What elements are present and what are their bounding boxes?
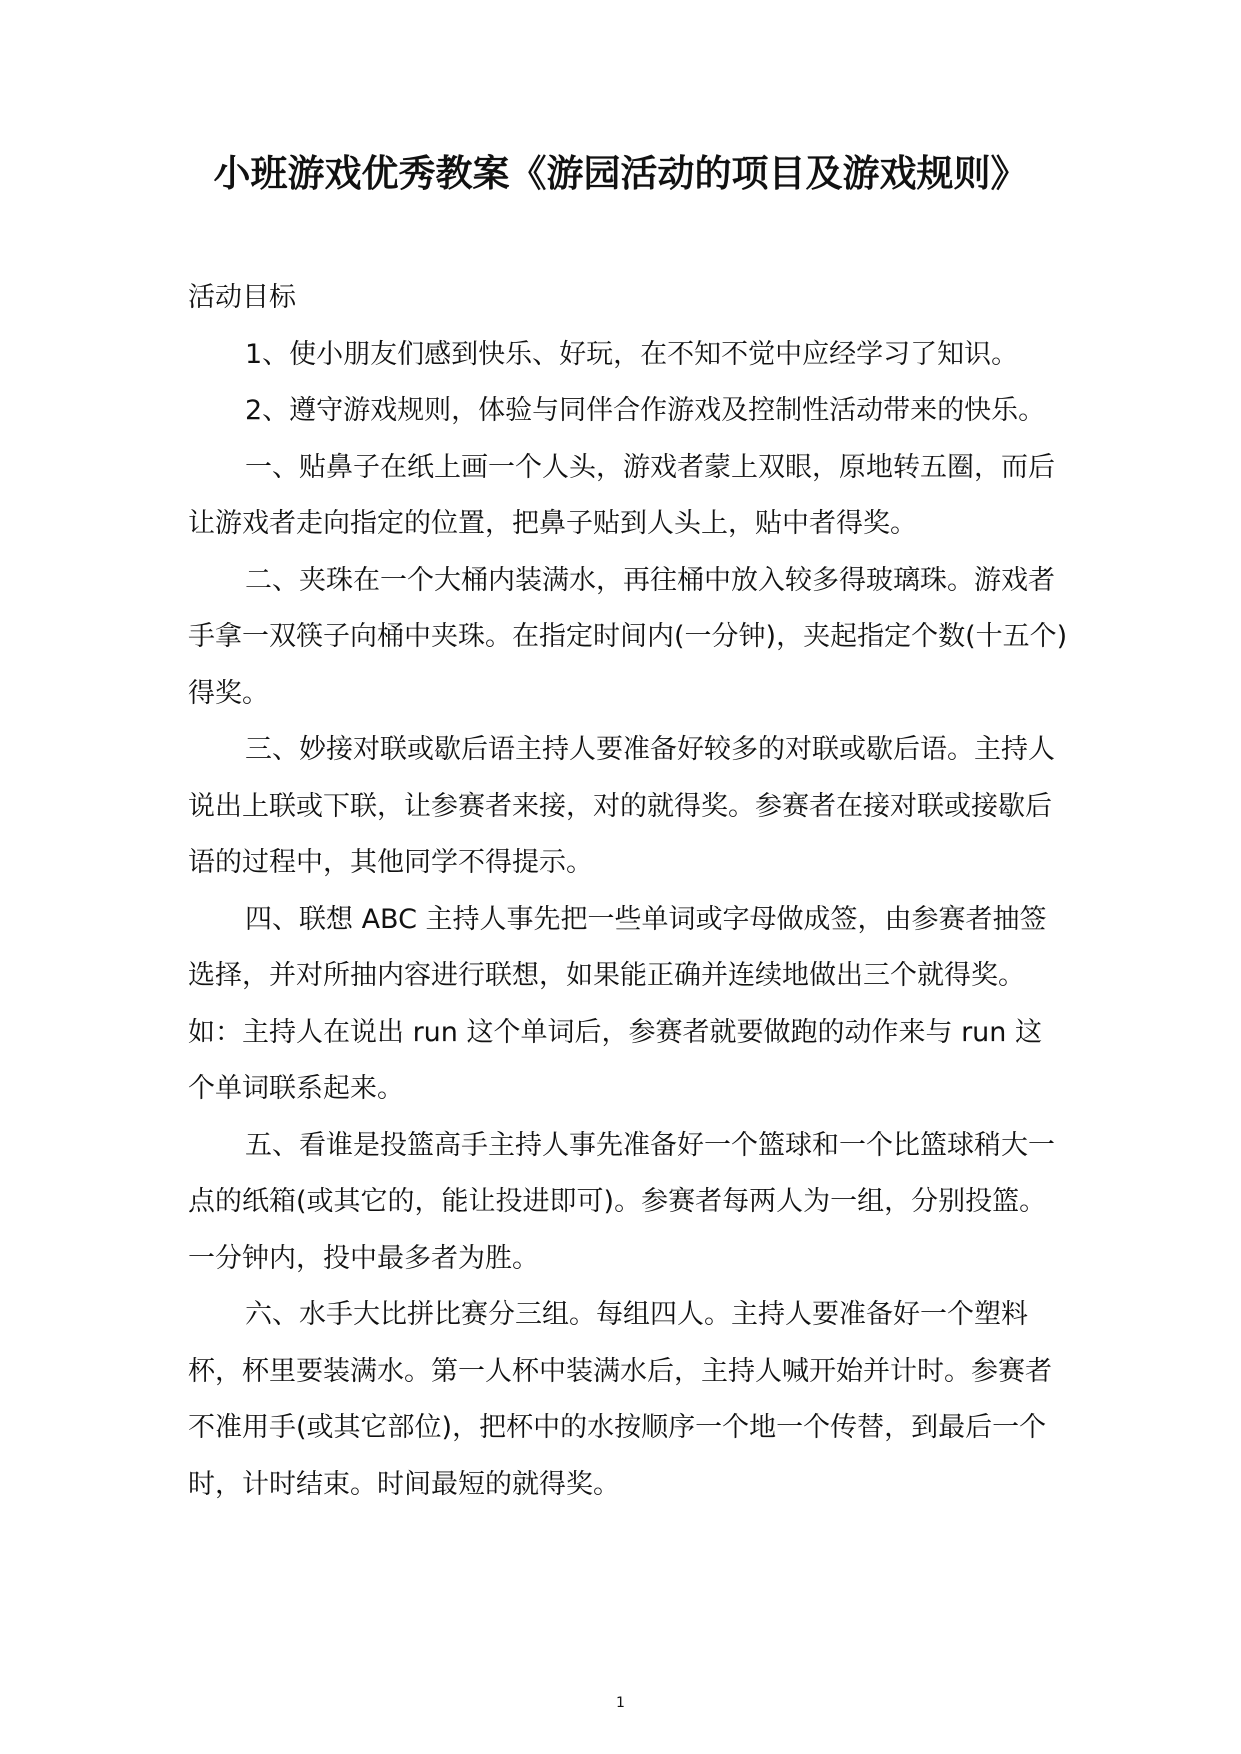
section-heading: 活动目标 <box>188 282 296 313</box>
paragraph-game-5-basketball: 五、看谁是投篮高手主持人事先准备好一个篮球和一个比篮球稍大一点的纸箱(或其它的，能让投进即可)。参赛者每两人为一组，分别投篮。一分钟内，投中最多者为胜。 <box>188 1129 1055 1274</box>
paragraph-game-4-abc: 四、联想 ABC 主持人事先把一些单词或字母做成签，由参赛者抽签选择，并对所抽内容进行联想，如果能正确并连续地做出三个就得奖。如：主持人在说出 run 这个单词后，参赛者就要做跑的动作来与 run 这个单词联系起来。 <box>188 903 1047 1104</box>
document-body <box>188 270 1068 1513</box>
page-number: 1 <box>616 1695 625 1711</box>
paragraph-game-2-beads: 二、夹珠在一个大桶内装满水，再往桶中放入较多得玻璃珠。游戏者手拿一双筷子向桶中夹珠。在指定时间内(一分钟)，夹起指定个数(十五个)得奖。 <box>188 564 1068 709</box>
paragraph-goal-2: 2、遵守游戏规则，体验与同伴合作游戏及控制性活动带来的快乐。 <box>245 395 1046 426</box>
document-title: 小班游戏优秀教案《游园活动的项目及游戏规则》 <box>213 151 1028 195</box>
paragraph-game-1-nose: 一、贴鼻子在纸上画一个人头，游戏者蒙上双眼，原地转五圈，而后让游戏者走向指定的位置，把鼻子贴到人头上，贴中者得奖。 <box>188 451 1055 539</box>
paragraph-game-3-couplets: 三、妙接对联或歇后语主持人要准备好较多的对联或歇后语。主持人说出上联或下联，让参赛者来接，对的就得奖。参赛者在接对联或接歇后语的过程中，其他同学不得提示。 <box>188 734 1055 878</box>
paragraph-goal-1: 1、使小朋友们感到快乐、好玩，在不知不觉中应经学习了知识。 <box>245 338 1019 370</box>
paragraph-game-6-water-relay: 六、水手大比拼比赛分三组。每组四人。主持人要准备好一个塑料杯，杯里要装满水。第一人杯中装满水后，主持人喊开始并计时。参赛者不准用手(或其它部位)，把杯中的水按顺序一个地一个传替，到最后一个时，计时结束。时间最短的就得奖。 <box>188 1299 1052 1500</box>
